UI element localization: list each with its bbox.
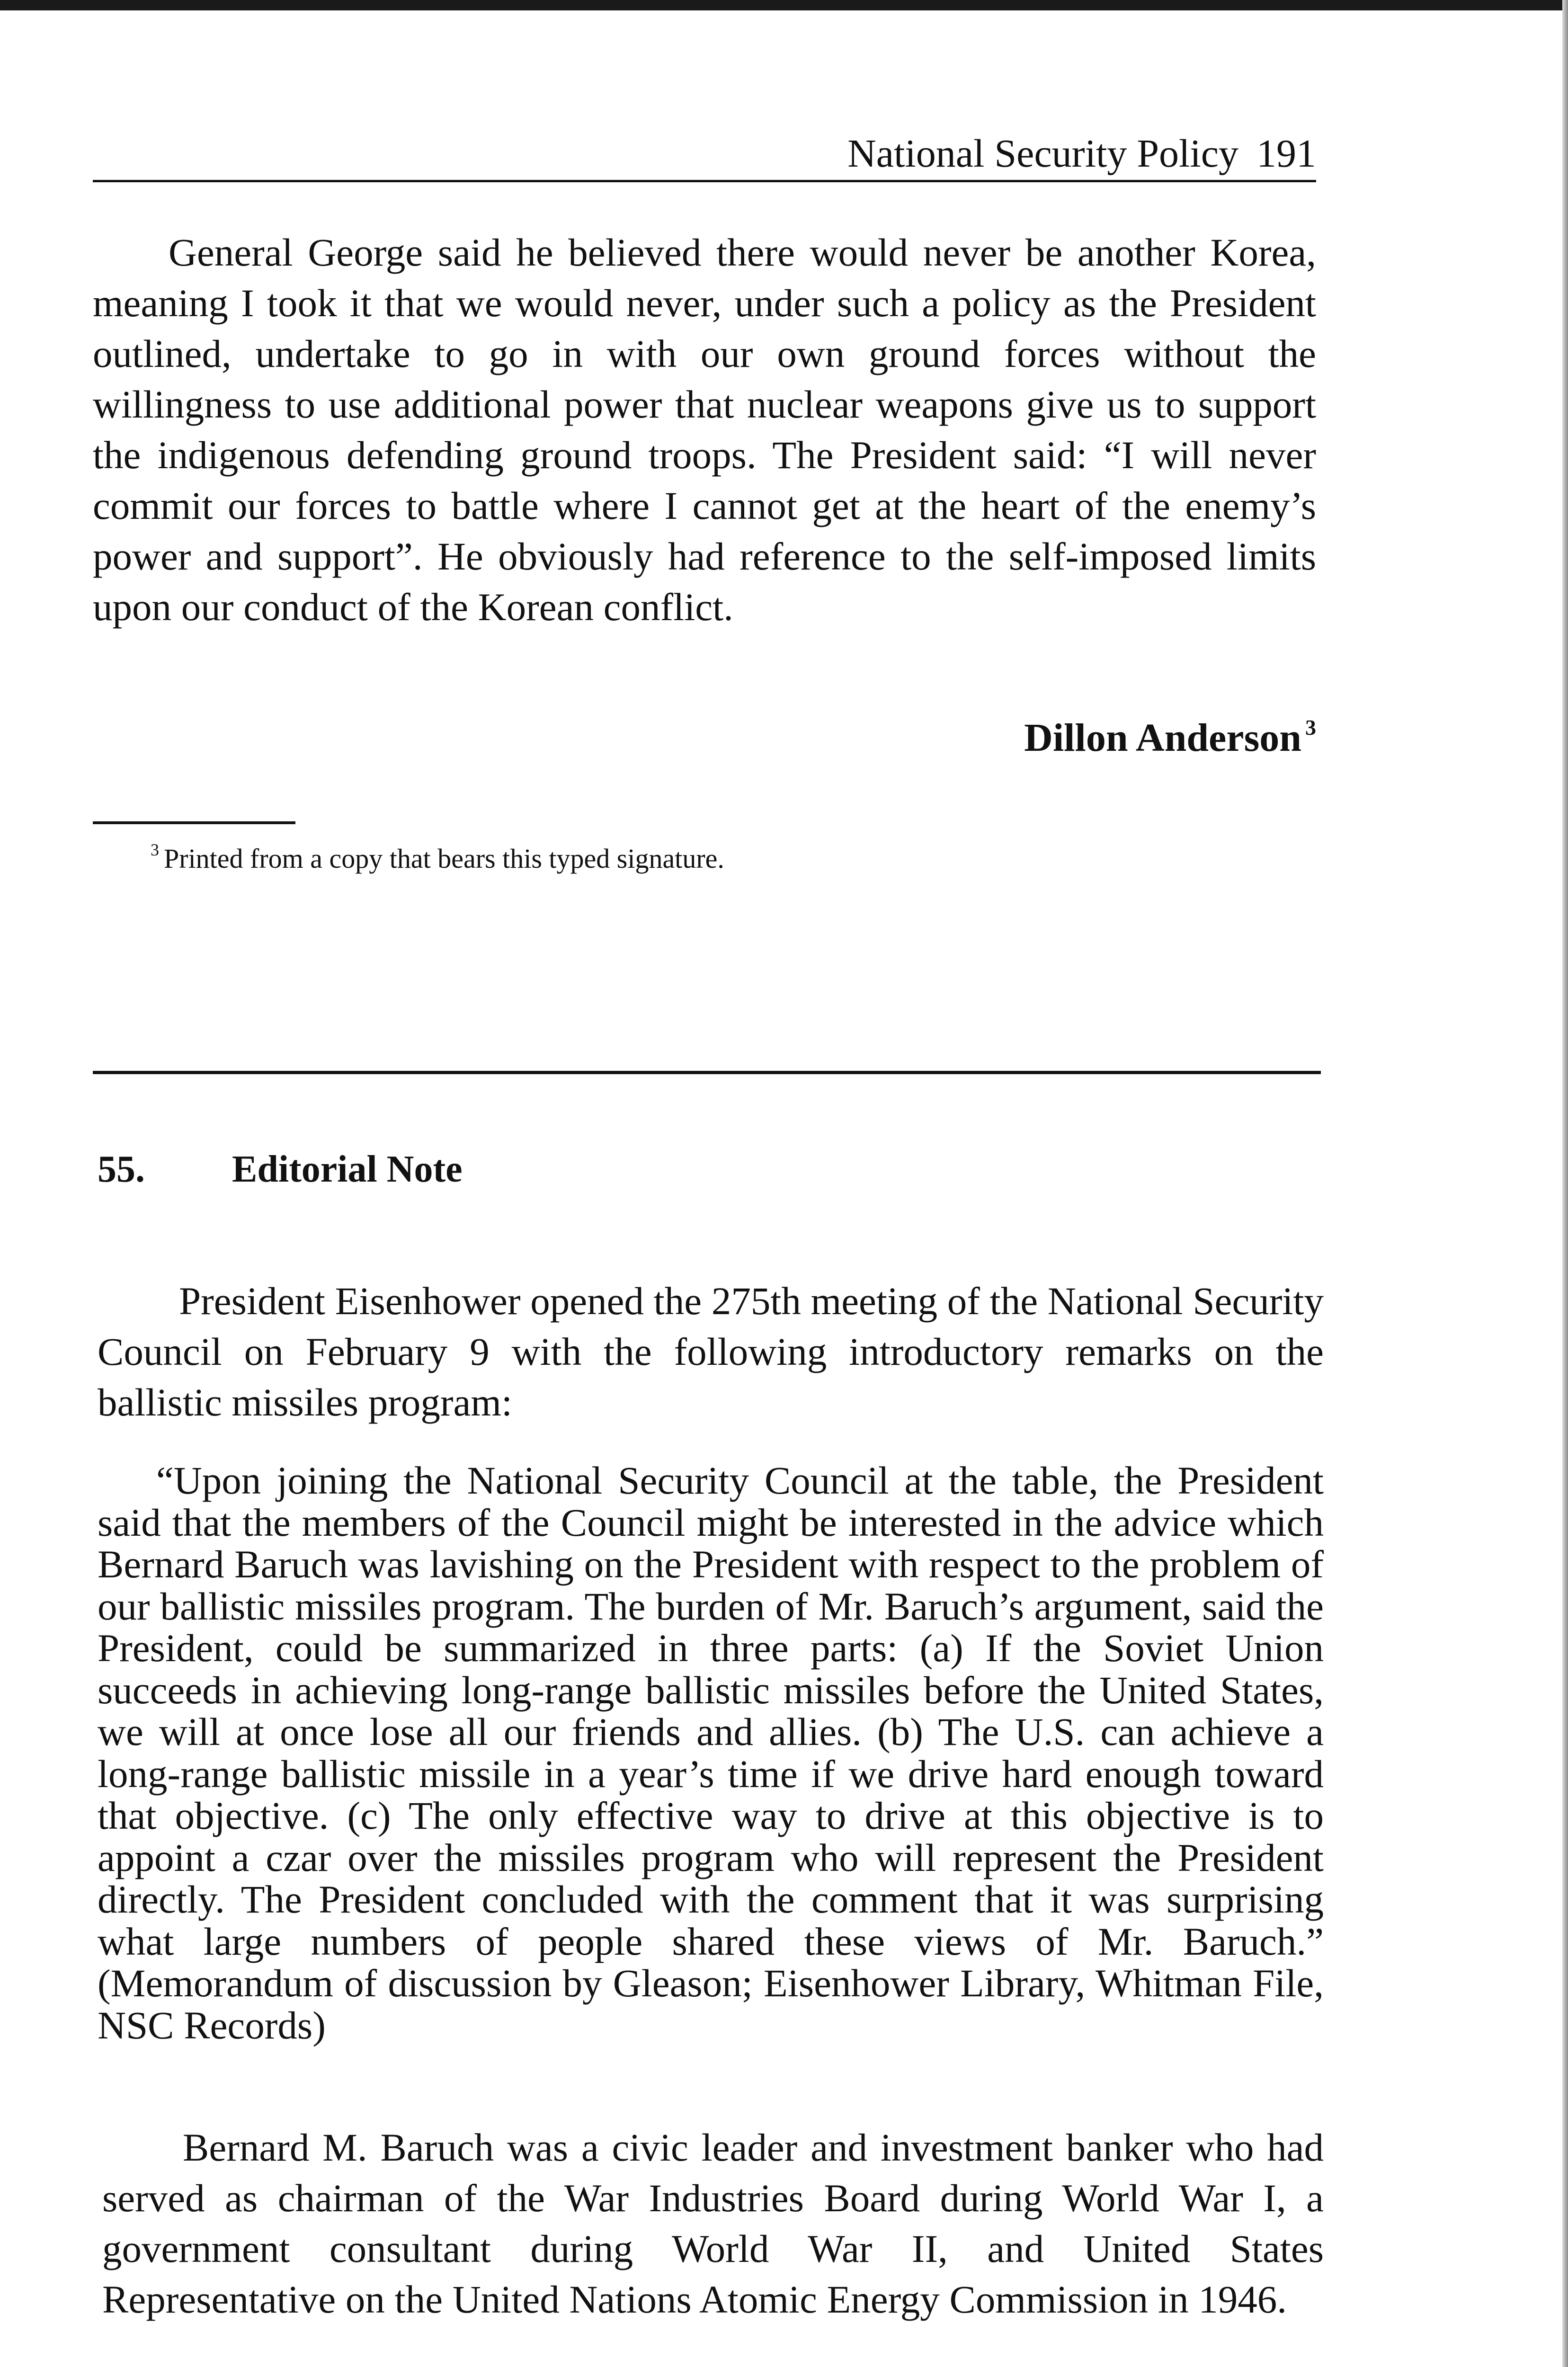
signature-footnote-ref: 3 [1305, 715, 1316, 739]
signature-name: Dillon Anderson [1024, 716, 1301, 760]
section-intro-paragraph: President Eisenhower opened the 275th meeting of the National Security Council on February 9 with the following introductory remarks on the ballistic missiles program: [98, 1279, 1324, 1424]
page-top-border [0, 0, 1568, 10]
signature [1024, 715, 1316, 761]
page-right-edge [1562, 0, 1568, 2367]
previous-document-paragraph: General George said he believed there would never be another Korea, meaning I took it that we would never, under such a policy as the President outlined, undertake to go in with our own ground forces without the willingness to use additional power that nuclear weapons give us to support the indigenous defending ground troops. The President said: “I will never commit our forces to battle where I cannot get at the heart of the enemy’s power and support”. He obviously had reference to the self-imposed limits upon our conduct of the Korean conflict. [93, 231, 1316, 629]
footnote [151, 831, 724, 878]
running-head [93, 128, 1316, 182]
section-number: 55. [98, 1148, 145, 1190]
page-number: 191 [1256, 132, 1316, 176]
running-title: National Security Policy [847, 132, 1238, 176]
footnote-marker: 3 [151, 840, 159, 859]
footnote-rule [93, 821, 295, 824]
section-heading [98, 1146, 463, 1193]
section-divider [93, 1071, 1321, 1074]
section-title: Editorial Note [232, 1148, 463, 1190]
footnote-text: Printed from a copy that bears this typed signature. [164, 843, 724, 874]
block-quote: “Upon joining the National Security Council at the table, the President said that the members of the Council might be interested in the advice which Bernard Baruch was lavishing on the President with respect to the problem of our ballistic missiles program. The burden of Mr. Baruch’s argument, said the President, could be summarized in three parts: (a) If the Soviet Union succeeds in achieving long-range ballistic missiles before the United States, we will at once lose all our friends and allies. (b) The U.S. can achieve a long-range ballistic missile in a year’s time if we drive hard enough toward that objective. (c) The only effective way to drive at this objective is to appoint a czar over the missiles program who will represent the President directly. The President concluded with the comment that it was surprising what large numbers of people shared these views of Mr. Baruch.” (Memorandum of discussion by Gleason; Eisenhower Library, Whitman File, NSC Records) [98, 1459, 1324, 2047]
section-closing-paragraph: Bernard M. Baruch was a civic leader and investment banker who had served as chairman of the War Industries Board during World War I, a government consultant during World War II, and United States Representative on the United Nations Atomic Energy Commission in 1946. [102, 2126, 1324, 2321]
